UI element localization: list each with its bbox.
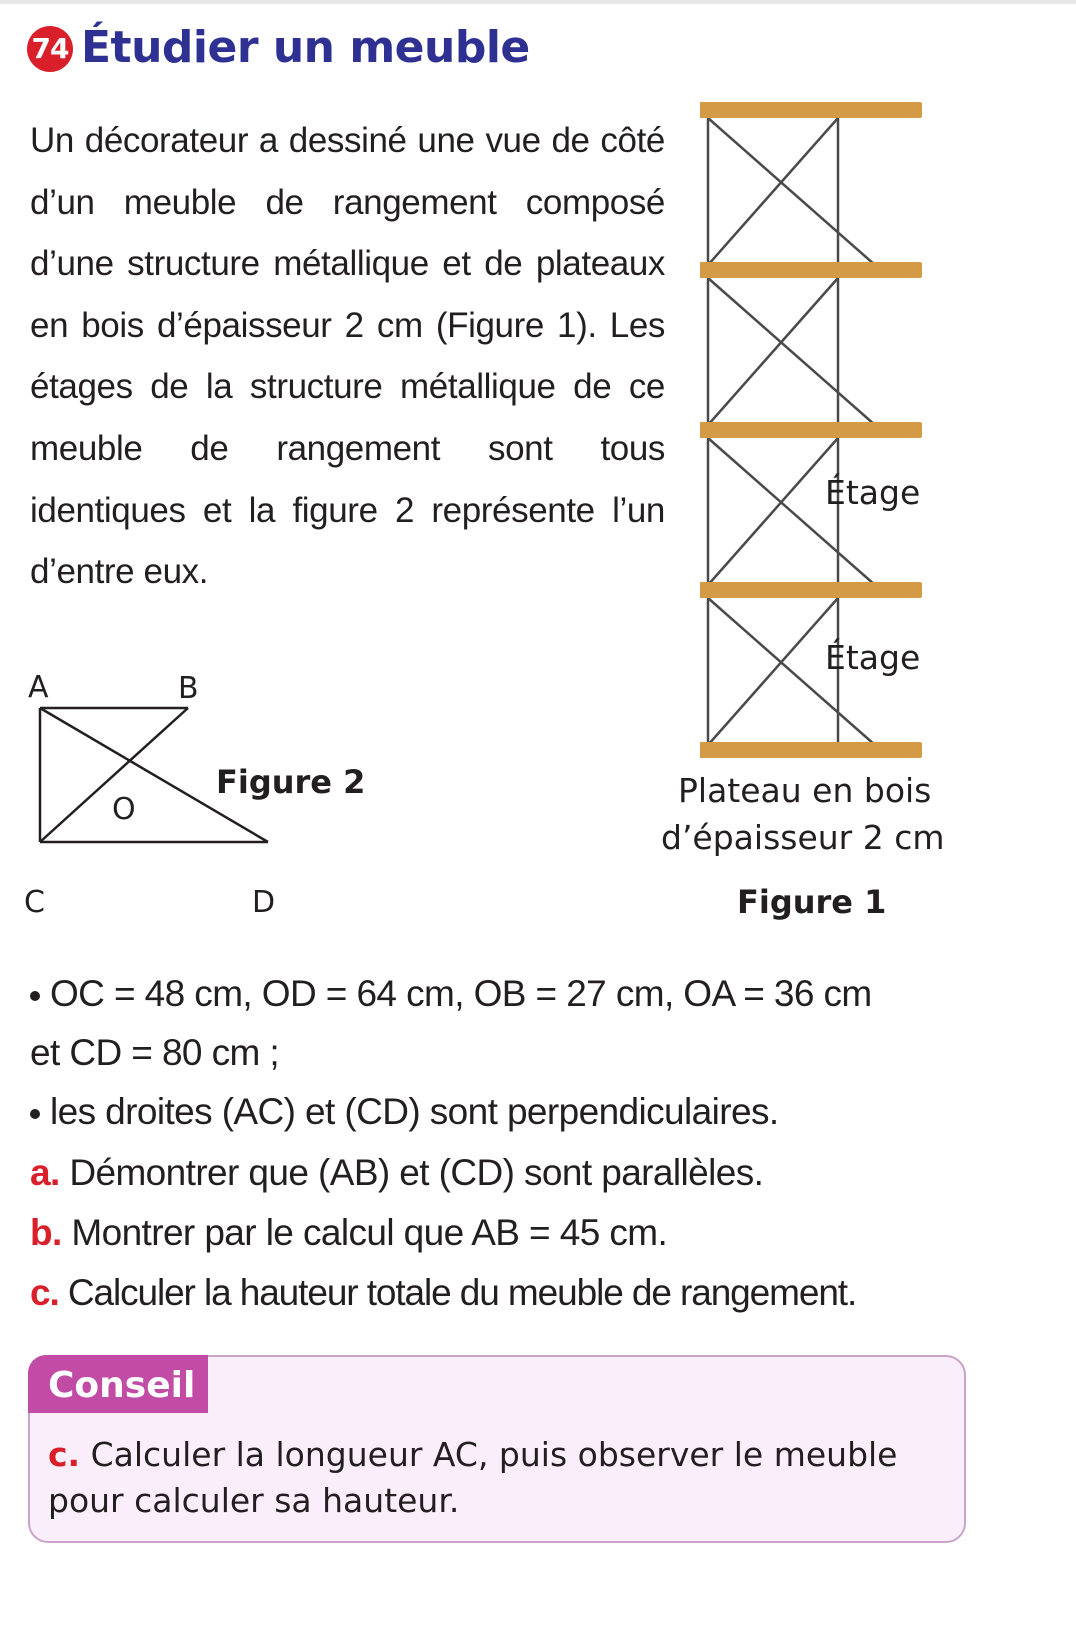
top-rule xyxy=(0,0,1076,4)
question-c xyxy=(30,1272,856,1314)
figure-1-caption: Figure 1 xyxy=(737,883,887,921)
question-c-letter: c. xyxy=(30,1272,59,1313)
question-a-letter: a. xyxy=(30,1152,60,1193)
data-line-cd: et CD = 80 cm ; xyxy=(30,1032,280,1073)
conseil-letter: c. xyxy=(48,1435,81,1474)
figure-2-stage-diagram xyxy=(20,670,280,850)
data-line-lengths xyxy=(30,973,872,1015)
figure-2-point-d: D xyxy=(252,885,276,920)
bullet xyxy=(30,991,40,1001)
question-b xyxy=(30,1212,667,1254)
bullet xyxy=(30,1109,40,1119)
conseil-label: Conseil xyxy=(48,1365,196,1406)
conseil-body: Calculer la longueur AC, puis observer le meuble pour calculer sa hauteur. xyxy=(48,1435,898,1520)
perpendicular-text: les droites (AC) et (CD) sont perpendiculaires. xyxy=(50,1091,779,1132)
lengths-text: OC = 48 cm, OD = 64 cm, OB = 27 cm, OA = 36 cm xyxy=(50,973,872,1014)
figure-2-caption: Figure 2 xyxy=(216,763,366,801)
question-c-text: Calculer la hauteur totale du meuble de rangement. xyxy=(67,1272,857,1313)
question-a-text: Démontrer que (AB) et (CD) sont parallèles. xyxy=(69,1152,764,1193)
question-a xyxy=(30,1152,763,1194)
data-line-perpendicular xyxy=(30,1091,779,1133)
figure-2-point-o: O xyxy=(112,792,136,827)
exercise-number-badge: 74 xyxy=(27,26,73,72)
question-b-letter: b. xyxy=(30,1212,62,1253)
figure-1-plank-label-line2: d’épaisseur 2 cm xyxy=(661,818,945,857)
figure-1-plank-label-line1: Plateau en bois xyxy=(678,771,932,810)
figure-2-point-a: A xyxy=(28,670,49,705)
question-b-text: Montrer par le calcul que AB = 45 cm. xyxy=(71,1212,668,1253)
figure-2-point-c: C xyxy=(24,885,45,920)
figure-1-label-etage-upper: Étage xyxy=(825,473,921,512)
figure-1-label-etage-lower: Étage xyxy=(825,638,921,677)
intro-paragraph: Un décorateur a dessiné une vue de côté d’un meuble de rangement composé d’une structure métallique et de plateaux en bois d’épaisseur 2 cm (Figure 1). Les étages de la structure métallique de ce meuble de rangement sont tous identiques et la figure 2 représente l’un d’entre eux. xyxy=(30,121,665,592)
exercise-title: Étudier un meuble xyxy=(81,22,530,73)
conseil-text xyxy=(48,1432,928,1524)
figure-2-point-b: B xyxy=(178,671,199,706)
